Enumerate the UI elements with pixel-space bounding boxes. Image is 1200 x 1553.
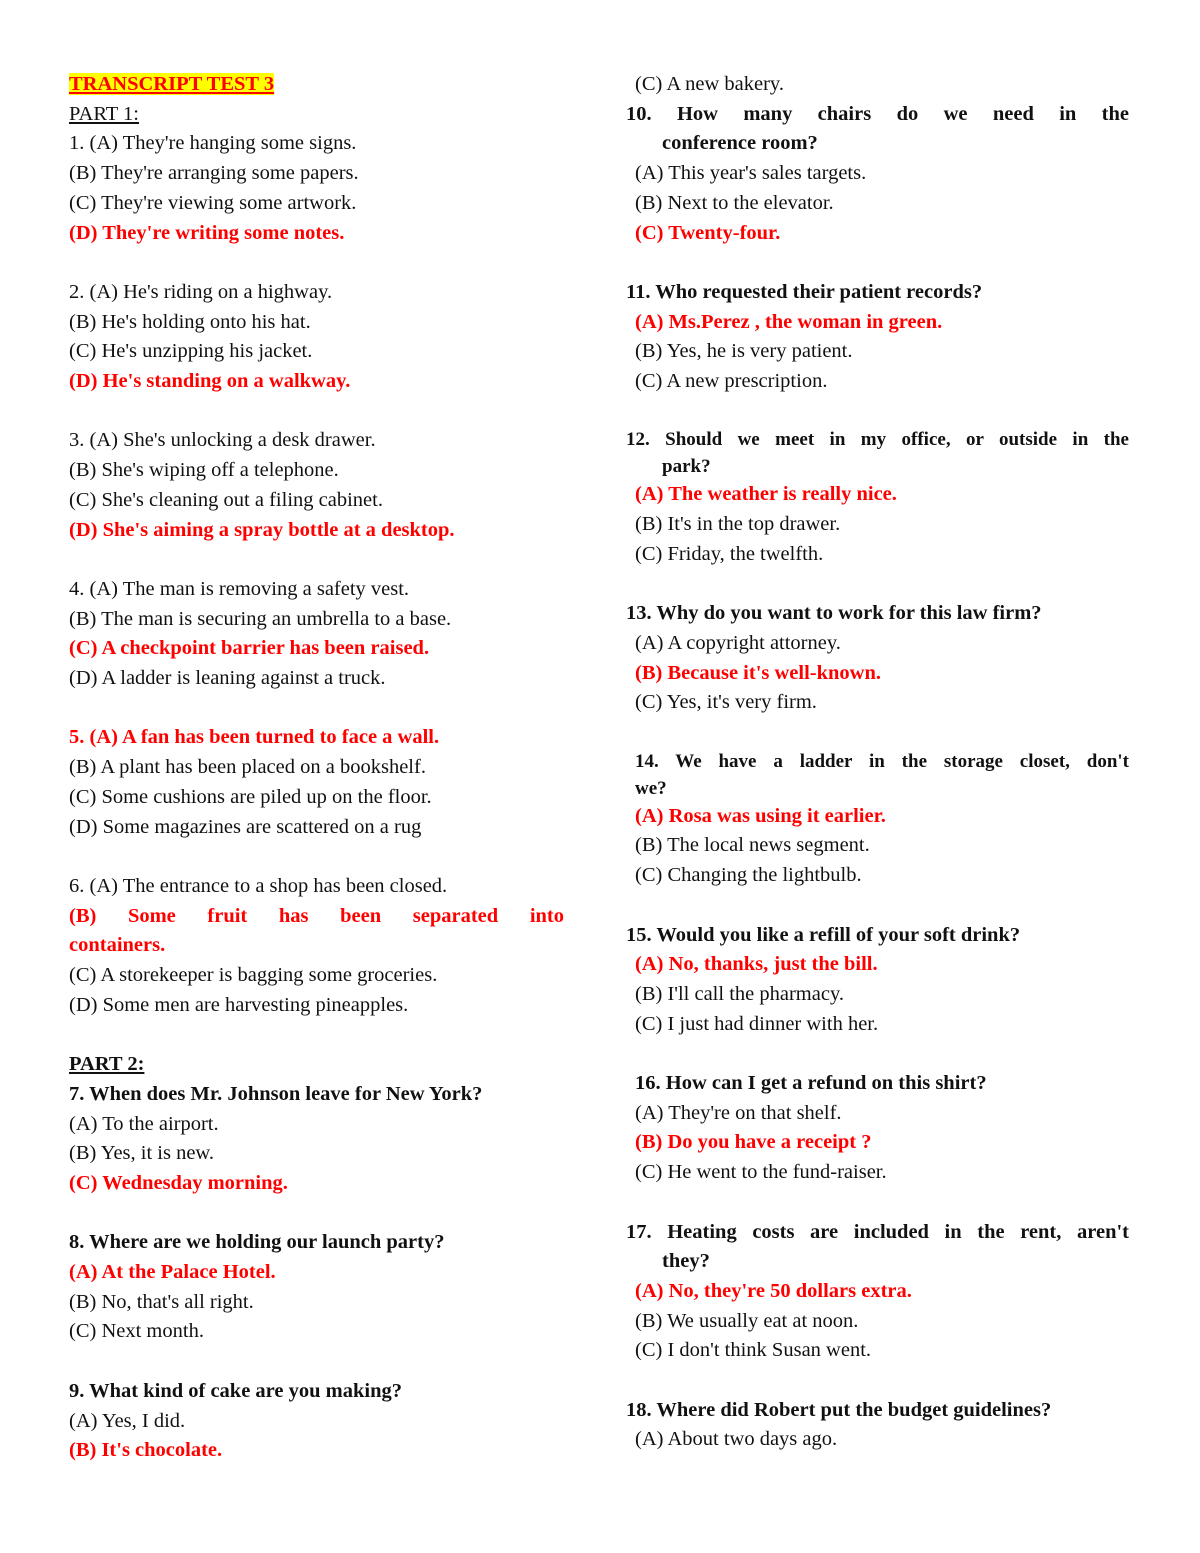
option: (A) To the airport. (69, 1112, 219, 1135)
option: (C) Some cushions are piled up on the floor. (69, 785, 432, 808)
option: (C) I just had dinner with her. (635, 1012, 879, 1035)
correct-answer: (B) Some fruit has been separated into (69, 904, 564, 927)
correct-answer: (C) Wednesday morning. (69, 1171, 288, 1194)
option: (C) A new bakery. (635, 73, 784, 95)
question-13 (626, 599, 1129, 718)
question-text: 16. How can I get a refund on this shirt? (635, 1072, 987, 1094)
question-8 (69, 1228, 564, 1347)
question-2 (69, 278, 564, 397)
part-2-heading: PART 2: (69, 1053, 145, 1076)
option: (A) About two days ago. (635, 1428, 838, 1451)
question-7 (69, 1080, 564, 1199)
right-column (626, 70, 1129, 1455)
option: (C) I don't think Susan went. (635, 1339, 872, 1362)
question-12 (626, 426, 1129, 569)
option: 3. (A) She's unlocking a desk drawer. (69, 429, 376, 452)
question-text: 18. Where did Robert put the budget guidelines? (626, 1398, 1052, 1421)
correct-answer-continued: containers. (69, 934, 166, 957)
question-4 (69, 575, 564, 694)
option: (A) This year's sales targets. (635, 162, 867, 185)
correct-answer: (A) No, they're 50 dollars extra. (635, 1279, 912, 1302)
correct-answer: (D) She's aiming a spray bottle at a desktop. (69, 518, 455, 541)
option: (D) Some magazines are scattered on a rug (69, 815, 422, 838)
question-text-continued: they? (662, 1250, 710, 1273)
option: (B) The man is securing an umbrella to a base. (69, 607, 452, 630)
option: (B) Yes, it is new. (69, 1142, 215, 1165)
option: (B) We usually eat at noon. (635, 1309, 859, 1332)
option: (A) Yes, I did. (69, 1409, 186, 1432)
question-18 (626, 1396, 1129, 1455)
option: 6. (A) The entrance to a shop has been closed. (69, 874, 448, 897)
question-text-continued: park? (662, 456, 711, 478)
question-text-continued: conference room? (662, 132, 818, 155)
question-text-continued: we? (635, 777, 667, 799)
question-5 (69, 723, 564, 842)
left-column (69, 70, 564, 1466)
option: (A) A copyright attorney. (635, 631, 841, 654)
option: (B) Next to the elevator. (635, 191, 834, 214)
option: (B) A plant has been placed on a bookshelf. (69, 756, 426, 779)
question-text: 9. What kind of cake are you making? (69, 1379, 402, 1402)
option: (C) He's unzipping his jacket. (69, 340, 313, 363)
question-text: 15. Would you like a refill of your soft drink? (626, 923, 1021, 946)
question-16 (626, 1069, 1129, 1188)
question-text: 14. We have a ladder in the storage closet, don't (635, 750, 1129, 772)
option: (C) She's cleaning out a filing cabinet. (69, 488, 383, 511)
question-text: 11. Who requested their patient records? (626, 280, 983, 303)
correct-answer: (A) The weather is really nice. (635, 483, 897, 506)
question-17 (626, 1218, 1129, 1367)
option: 4. (A) The man is removing a safety vest. (69, 577, 410, 600)
question-14 (626, 748, 1129, 891)
document-title: TRANSCRIPT TEST 3 (69, 73, 275, 95)
correct-answer: (B) Do you have a receipt ? (635, 1131, 872, 1154)
option: (B) No, that's all right. (69, 1290, 254, 1313)
option: 1. (A) They're hanging some signs. (69, 132, 357, 155)
option: (C) A new prescription. (635, 370, 828, 393)
question-10 (626, 100, 1129, 249)
option: 2. (A) He's riding on a highway. (69, 280, 333, 303)
question-3 (69, 426, 564, 545)
option: (C) He went to the fund-raiser. (635, 1161, 887, 1184)
option: (B) I'll call the pharmacy. (635, 982, 844, 1005)
option: (A) They're on that shelf. (635, 1101, 842, 1124)
correct-answer: (C) Twenty-four. (635, 221, 781, 244)
question-text: 7. When does Mr. Johnson leave for New York? (69, 1082, 483, 1105)
correct-answer: (B) Because it's well-known. (635, 661, 881, 684)
correct-answer: (A) Rosa was using it earlier. (635, 804, 886, 827)
question-text: 17. Heating costs are included in the rent, aren't (626, 1220, 1129, 1243)
correct-answer: 5. (A) A fan has been turned to face a wall. (69, 726, 440, 749)
option: (B) The local news segment. (635, 834, 870, 857)
option: (C) They're viewing some artwork. (69, 191, 357, 214)
question-1 (69, 129, 564, 248)
correct-answer: (B) It's chocolate. (69, 1439, 223, 1462)
option: (B) He's holding onto his hat. (69, 310, 311, 333)
option: (B) They're arranging some papers. (69, 162, 359, 185)
option: (D) A ladder is leaning against a truck. (69, 667, 386, 690)
question-text: 13. Why do you want to work for this law firm? (626, 602, 1042, 625)
question-text: 12. Should we meet in my office, or outside in the (626, 429, 1129, 451)
correct-answer: (D) They're writing some notes. (69, 221, 345, 244)
option: (C) Friday, the twelfth. (635, 542, 824, 565)
part-1-heading: PART 1: (69, 102, 139, 125)
question-15 (626, 921, 1129, 1040)
option: (C) Changing the lightbulb. (635, 864, 862, 887)
option: (C) Yes, it's very firm. (635, 691, 817, 714)
question-11 (626, 278, 1129, 397)
question-6 (69, 872, 564, 1021)
question-9 (69, 1377, 564, 1466)
correct-answer: (A) Ms.Perez , the woman in green. (635, 310, 943, 333)
option: (C) Next month. (69, 1320, 204, 1343)
option: (B) It's in the top drawer. (635, 513, 841, 536)
option: (D) Some men are harvesting pineapples. (69, 993, 409, 1016)
correct-answer: (C) A checkpoint barrier has been raised. (69, 637, 430, 660)
correct-answer: (A) At the Palace Hotel. (69, 1261, 276, 1284)
correct-answer: (D) He's standing on a walkway. (69, 370, 351, 393)
question-text: 8. Where are we holding our launch party? (69, 1231, 445, 1254)
question-text: 10. How many chairs do we need in the (626, 102, 1129, 125)
option: (B) Yes, he is very patient. (635, 340, 853, 363)
option: (C) A storekeeper is bagging some groceries. (69, 964, 438, 987)
option: (B) She's wiping off a telephone. (69, 459, 339, 482)
correct-answer: (A) No, thanks, just the bill. (635, 953, 878, 976)
